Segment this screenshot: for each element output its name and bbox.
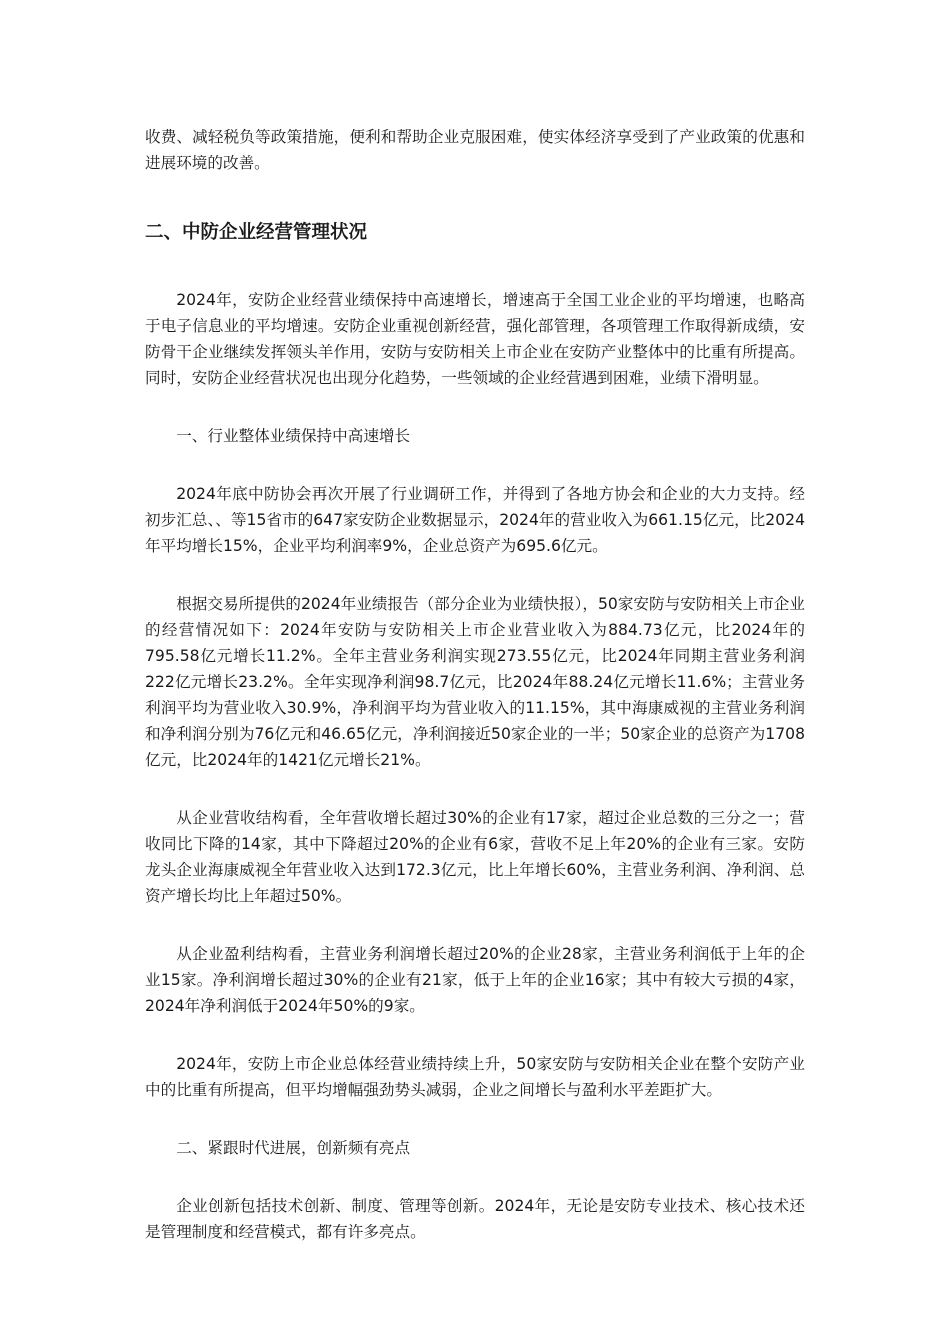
document-page xyxy=(145,124,805,1245)
section-heading: 二、中防企业经营管理状况 xyxy=(145,222,368,243)
paragraph-survey: 2024年底中防协会再次开展了行业调研工作，并得到了各地方协会和企业的大力支持。经初步汇总、、等15省市的647家安防企业数据显示，2024年的营业收入为661.15亿元，比2024年平均增长15%，企业平均利润率9%，企业总资产为695.6亿元。 xyxy=(145,485,805,555)
paragraph-overview: 2024年，安防企业经营业绩保持中高速增长，增速高于全国工业企业的平均增速，也略高于电子信息业的平均增速。安防企业重视创新经营，强化部管理，各项管理工作取得新成绩，安防骨干企业继续发挥领头羊作用，安防与安防相关上市企业在安防产业整体中的比重有所提高。同时，安防企业经营状况也出现分化趋势，一些领域的企业经营遇到困难，业绩下滑明显。 xyxy=(145,291,805,387)
subheading-industry-growth: 一、行业整体业绩保持中高速增长 xyxy=(176,427,411,445)
paragraph-innovation: 企业创新包括技术创新、制度、管理等创新。2024年，无论是安防专业技术、核心技术还是管理制度和经营模式，都有许多亮点。 xyxy=(145,1197,805,1241)
paragraph-revenue-structure: 从企业营收结构看，全年营收增长超过30%的企业有17家，超过企业总数的三分之一；营收同比下降的14家，其中下降超过20%的企业有6家，营收不足上年20%的企业有三家。安防龙头企业海康威视全年营业收入达到172.3亿元，比上年增长60%，主营业务利润、净利润、总资产增长均比上年超过50%。 xyxy=(145,809,805,905)
paragraph-listed-companies: 根据交易所提供的2024年业绩报告（部分企业为业绩快报），50家安防与安防相关上市企业的经营情况如下：2024年安防与安防相关上市企业营业收入为884.73亿元，比2024年的795.58亿元增长11.2%。全年主营业务利润实现273.55亿元，比2024年同期主营业务利润222亿元增长23.2%。全年实现净利润98.7亿元，比2024年88.24亿元增长11.6%；主营业务利润平均为营业收入30.9%，净利润平均为营业收入的11.15%，其中海康威视的主营业务利润和净利润分别为76亿元和46.65亿元，净利润接近50家企业的一半；50家企业的总资产为1708亿元，比2024年的1421亿元增长21%。 xyxy=(145,595,805,769)
intro-continuation-paragraph: 收费、减轻税负等政策措施，便利和帮助企业克服困难，使实体经济享受到了产业政策的优惠和进展环境的改善。 xyxy=(145,128,805,172)
paragraph-summary: 2024年，安防上市企业总体经营业绩持续上升，50家安防与安防相关企业在整个安防产业中的比重有所提高，但平均增幅强劲势头减弱，企业之间增长与盈利水平差距扩大。 xyxy=(145,1055,805,1099)
subheading-innovation: 二、紧跟时代进展，创新频有亮点 xyxy=(176,1139,411,1157)
paragraph-profit-structure: 从企业盈利结构看，主营业务利润增长超过20%的企业28家，主营业务利润低于上年的企业15家。净利润增长超过30%的企业有21家，低于上年的企业16家；其中有较大亏损的4家，2024年净利润低于2024年50%的9家。 xyxy=(145,945,805,1015)
